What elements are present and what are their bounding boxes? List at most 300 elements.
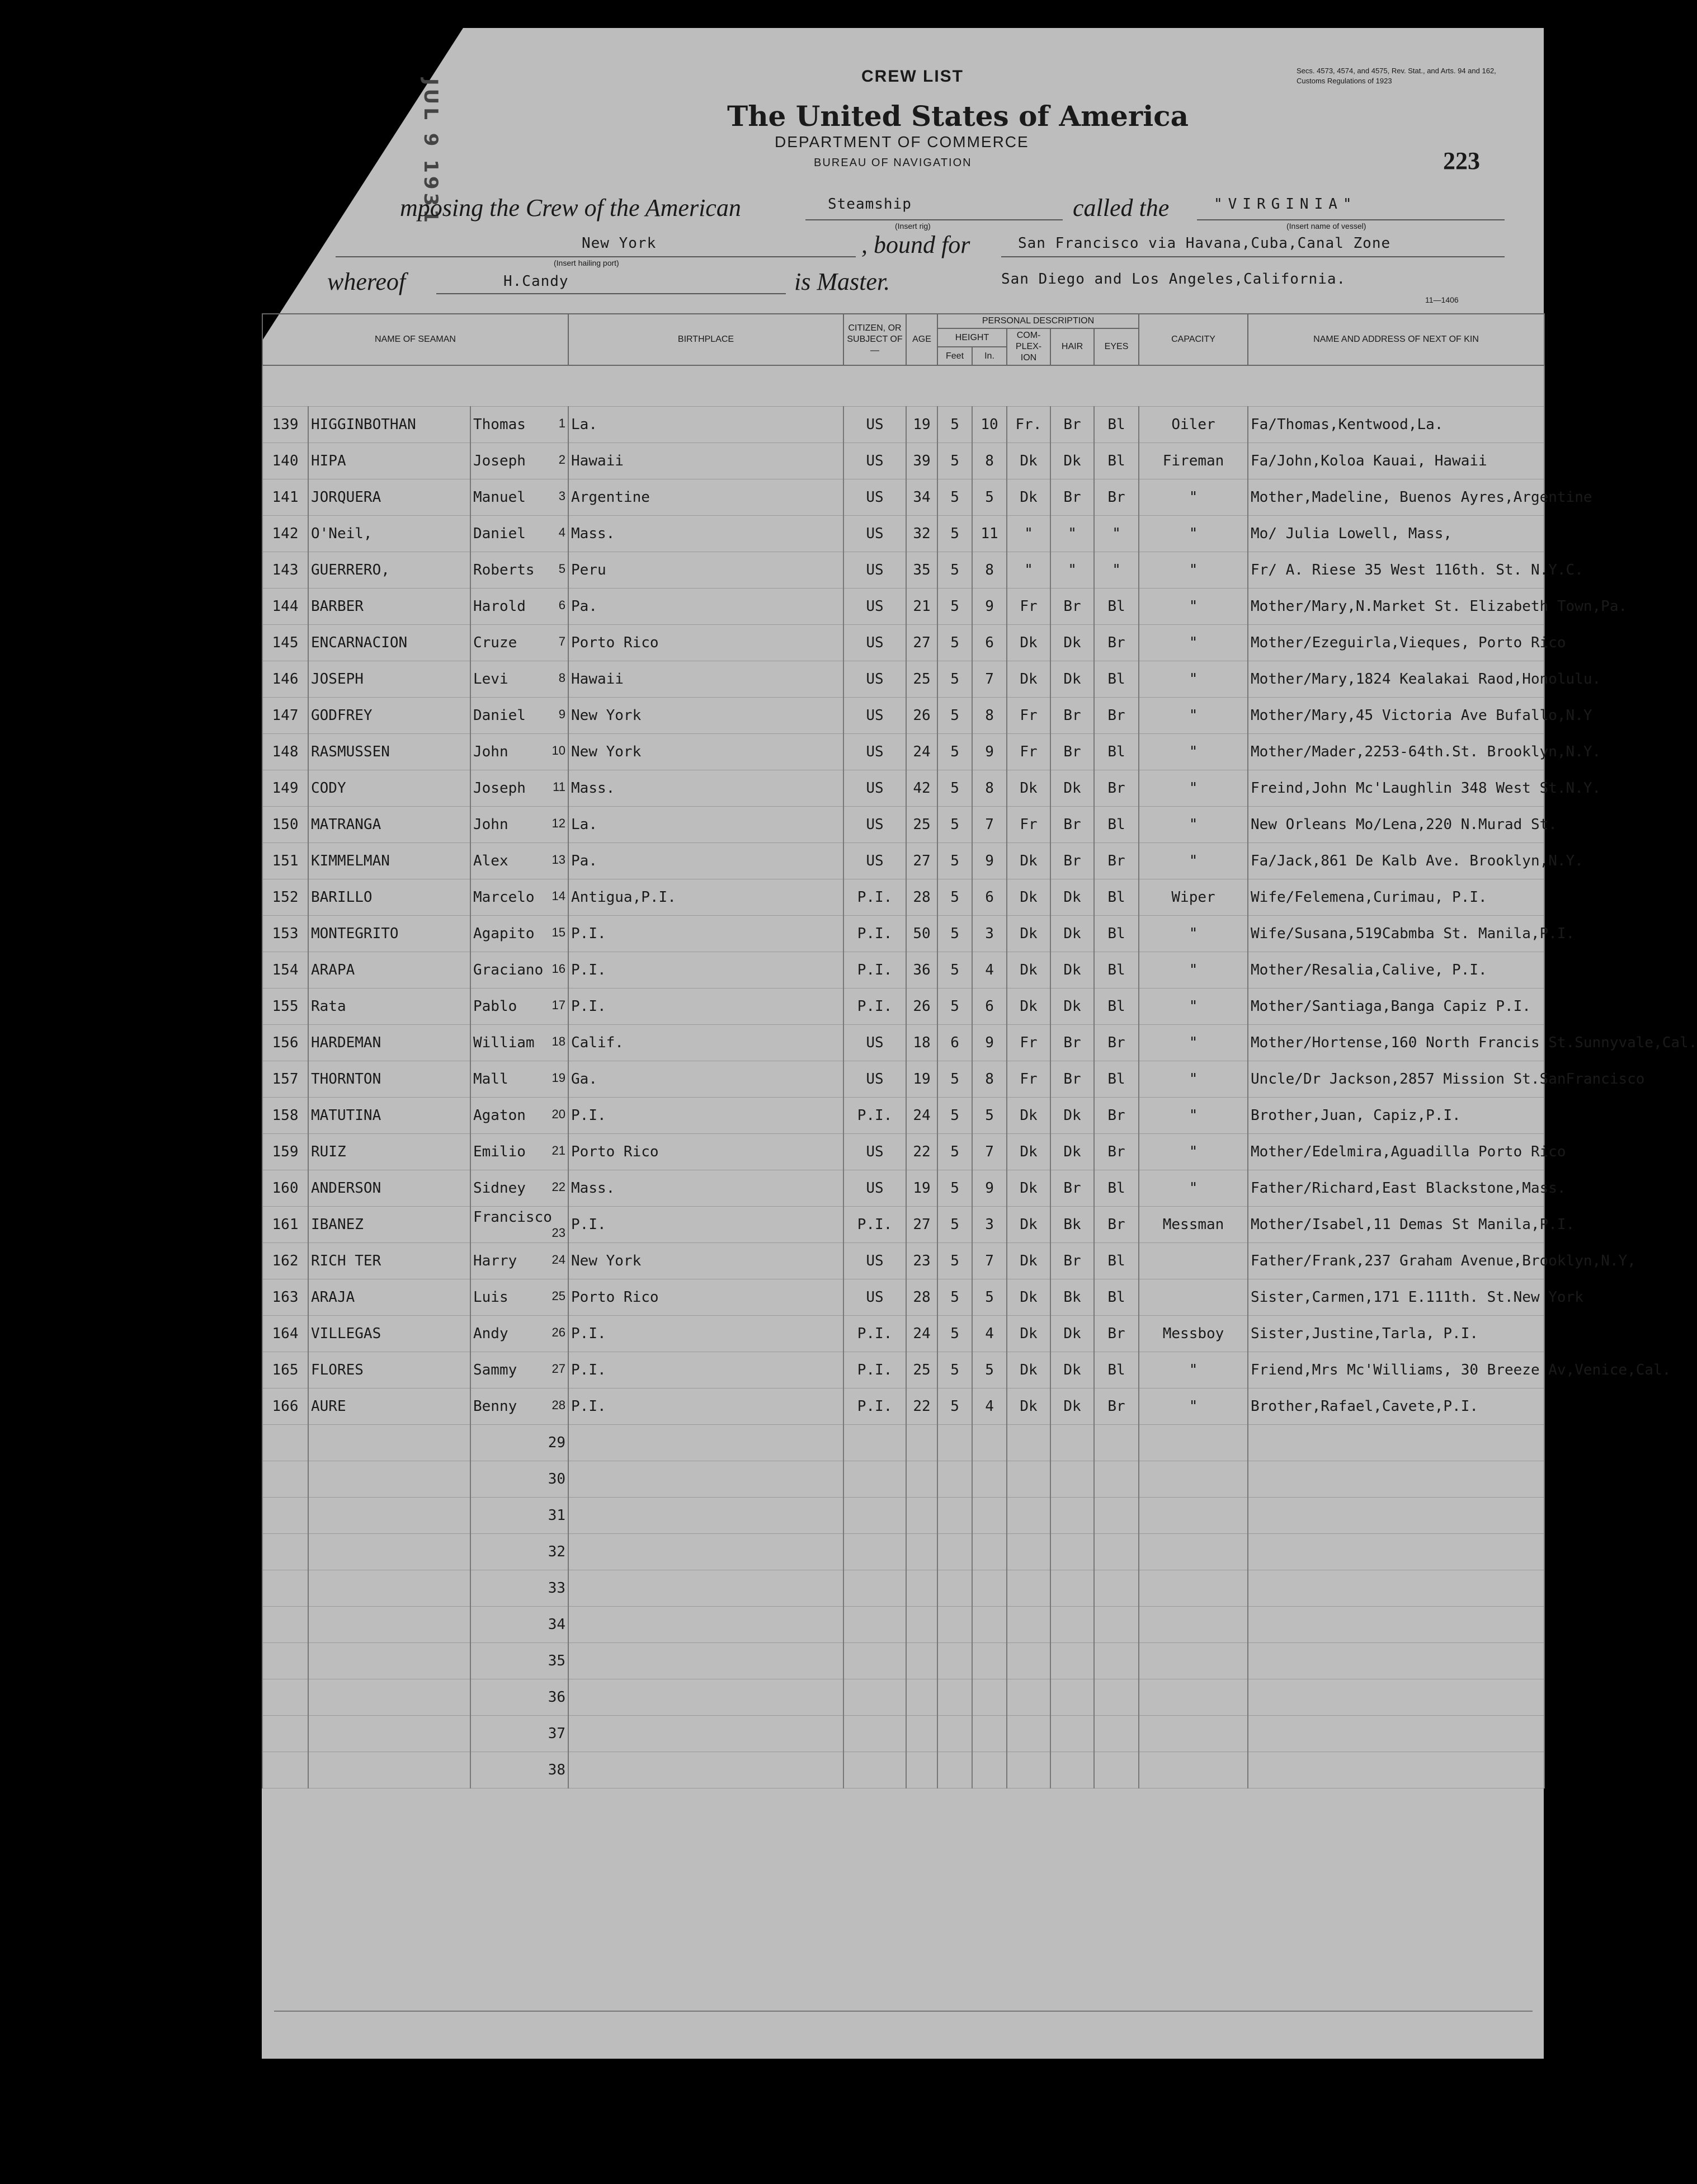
cell-age: 19 — [906, 1061, 937, 1098]
line-number: 14 — [551, 889, 566, 903]
cell-surname: MONTEGRITO — [308, 916, 470, 952]
table-row — [262, 1243, 1544, 1279]
cell-birth: La. — [568, 807, 843, 843]
cell-num: 144 — [262, 589, 308, 625]
cell-kin: Brother,Juan, Capiz,P.I. — [1248, 1098, 1544, 1134]
cell-kin: Mother,Madeline, Buenos Ayres,Argentine — [1248, 479, 1544, 516]
cell-cit: US — [843, 443, 906, 479]
cell-in: 9 — [972, 1170, 1007, 1207]
cell-ft: 5 — [937, 807, 972, 843]
cell-birth: Porto Rico — [568, 1134, 843, 1170]
blank-row — [262, 1534, 1544, 1570]
cell-eyes: Bl — [1094, 443, 1139, 479]
cell-num: 161 — [262, 1207, 308, 1243]
cell-birth: Hawaii — [568, 443, 843, 479]
cell-hair: Dk — [1050, 989, 1094, 1025]
table-row — [262, 407, 1544, 443]
cell-hair: Dk — [1050, 1388, 1094, 1425]
cell-in: 4 — [972, 1388, 1007, 1425]
cell-eyes: Br — [1094, 843, 1139, 879]
cell-kin: Mother/Mary,1824 Kealakai Raod,Honolulu. — [1248, 661, 1544, 698]
cell-hair: Dk — [1050, 1352, 1094, 1388]
cell-ft: 5 — [937, 1279, 972, 1316]
cell-surname: GODFREY — [308, 698, 470, 734]
table-row — [262, 1207, 1544, 1243]
cell-ft: 5 — [937, 843, 972, 879]
cell-kin: Mother/Edelmira,Aguadilla Porto Rico — [1248, 1134, 1544, 1170]
cell-in: 6 — [972, 989, 1007, 1025]
statutes-note: Secs. 4573, 4574, and 4575, Rev. Stat., and Arts. 94 and 162, Customs Regulations of 1923 — [1297, 67, 1496, 85]
cell-given: Agapito 15 — [470, 916, 568, 952]
cell-cap: " — [1139, 952, 1248, 989]
line-number: 3 — [558, 489, 566, 503]
cell-in: 10 — [972, 407, 1007, 443]
cell-kin: Mother/Hortense,160 North Francis St.Sunnyvale,Cal. — [1248, 1025, 1544, 1061]
cell-surname: ARAJA — [308, 1279, 470, 1316]
cell-cit: US — [843, 1170, 906, 1207]
cell-eyes: Bl — [1094, 916, 1139, 952]
cell-ft: 6 — [937, 1025, 972, 1061]
cell-eyes: Br — [1094, 625, 1139, 661]
cell-given: Andy 26 — [470, 1316, 568, 1352]
cell-kin: Mother/Mary,N.Market St. Elizabeth Town,Pa. — [1248, 589, 1544, 625]
cell-ft: 5 — [937, 552, 972, 589]
cell-given: Alex 13 — [470, 843, 568, 879]
cell-cit: US — [843, 698, 906, 734]
cell-hair: Bk — [1050, 1207, 1094, 1243]
blank-row — [262, 1752, 1544, 1788]
cell-age: 27 — [906, 625, 937, 661]
cell-cap — [1139, 1279, 1248, 1316]
line-number: 2 — [558, 453, 566, 467]
cell-given: Luis 25 — [470, 1279, 568, 1316]
cell-in: 8 — [972, 552, 1007, 589]
cell-given: Pablo 17 — [470, 989, 568, 1025]
cell-in: 4 — [972, 1316, 1007, 1352]
cell-cit: US — [843, 1061, 906, 1098]
cell-age: 22 — [906, 1388, 937, 1425]
cell-eyes: " — [1094, 552, 1139, 589]
cell-cap: Messboy — [1139, 1316, 1248, 1352]
cell-eyes: Bl — [1094, 589, 1139, 625]
line-number: 15 — [551, 925, 566, 939]
line-number: 18 — [551, 1034, 566, 1048]
cell-kin: Sister,Carmen,171 E.111th. St.New York — [1248, 1279, 1544, 1316]
cell-comp: Dk — [1007, 661, 1050, 698]
cell-given: Roberts 5 — [470, 552, 568, 589]
cell-surname: ANDERSON — [308, 1170, 470, 1207]
cell-given: Marcelo 14 — [470, 879, 568, 916]
cell-ft: 5 — [937, 916, 972, 952]
cell-cap: " — [1139, 589, 1248, 625]
called-the-label: called the — [1073, 194, 1170, 222]
vessel-name: "VIRGINIA" — [1214, 196, 1357, 213]
cell-comp: Dk — [1007, 1316, 1050, 1352]
cell-comp: Fr — [1007, 807, 1050, 843]
table-row — [262, 1025, 1544, 1061]
cell-comp: Dk — [1007, 770, 1050, 807]
line-number: 27 — [551, 1362, 566, 1376]
cell-ft: 5 — [937, 770, 972, 807]
line-number: 17 — [551, 998, 566, 1012]
cell-cap: Messman — [1139, 1207, 1248, 1243]
cell-ft: 5 — [937, 625, 972, 661]
age-column-header: AGE — [906, 314, 937, 365]
cell-in: 5 — [972, 1098, 1007, 1134]
cell-given: Manuel 3 — [470, 479, 568, 516]
cell-birth: Mass. — [568, 516, 843, 552]
cell-given: Joseph 11 — [470, 770, 568, 807]
crew-table — [262, 313, 1697, 1788]
cell-hair: Br — [1050, 698, 1094, 734]
cell-kin: Fa/Thomas,Kentwood,La. — [1248, 407, 1544, 443]
birthplace-column-header: BIRTHPLACE — [568, 314, 843, 365]
cell-given: Francisco 23 — [470, 1207, 568, 1243]
cell-cit: US — [843, 589, 906, 625]
table-row — [262, 916, 1544, 952]
cell-ft: 5 — [937, 516, 972, 552]
cell-comp: Dk — [1007, 843, 1050, 879]
cell-cit: P.I. — [843, 989, 906, 1025]
cell-age: 27 — [906, 1207, 937, 1243]
line-number: 20 — [551, 1107, 566, 1121]
blank-row — [262, 1570, 1544, 1607]
line-number: 19 — [551, 1071, 566, 1085]
cell-hair: Br — [1050, 1025, 1094, 1061]
cell-age: 28 — [906, 1279, 937, 1316]
cell-surname: KIMMELMAN — [308, 843, 470, 879]
cell-cit: US — [843, 407, 906, 443]
destination-line-2: San Diego and Los Angeles,California. — [1001, 271, 1346, 288]
line-number: 25 — [551, 1289, 566, 1303]
line-number: 1 — [558, 416, 566, 430]
cell-surname: ARAPA — [308, 952, 470, 989]
table-row — [262, 770, 1544, 807]
cell-cit: P.I. — [843, 1352, 906, 1388]
cell-hair: Dk — [1050, 661, 1094, 698]
cell-cap: " — [1139, 1170, 1248, 1207]
cell-comp: Dk — [1007, 1243, 1050, 1279]
line-number: 13 — [551, 853, 566, 867]
cell-cit: US — [843, 770, 906, 807]
table-row — [262, 1170, 1544, 1207]
cell-age: 42 — [906, 770, 937, 807]
cell-comp: Fr — [1007, 1025, 1050, 1061]
cell-cit: US — [843, 1025, 906, 1061]
cell-birth: Mass. — [568, 770, 843, 807]
cell-hair: Br — [1050, 1170, 1094, 1207]
citizen-column-header: CITIZEN, OR SUBJECT OF— — [843, 314, 906, 365]
cell-ft: 5 — [937, 1352, 972, 1388]
cell-comp: Dk — [1007, 989, 1050, 1025]
cell-hair: Br — [1050, 734, 1094, 770]
capacity-column-header: CAPACITY — [1139, 314, 1248, 365]
cell-kin: Fa/John,Koloa Kauai, Hawaii — [1248, 443, 1544, 479]
cell-cit: P.I. — [843, 1098, 906, 1134]
table-row — [262, 807, 1544, 843]
cell-birth: P.I. — [568, 1207, 843, 1243]
cell-surname: THORNTON — [308, 1061, 470, 1098]
cell-birth: P.I. — [568, 916, 843, 952]
page-number: 223 — [1443, 147, 1480, 175]
cell-in: 3 — [972, 1207, 1007, 1243]
cell-cit: US — [843, 734, 906, 770]
page-bottom-rule — [274, 2011, 1533, 2012]
cell-birth: Ga. — [568, 1061, 843, 1098]
cell-given: Joseph 2 — [470, 443, 568, 479]
cell-surname: VILLEGAS — [308, 1316, 470, 1352]
line-number: 12 — [551, 816, 566, 830]
blank-row — [262, 1461, 1544, 1498]
cell-cit: P.I. — [843, 879, 906, 916]
table-row — [262, 1098, 1544, 1134]
cell-cit: US — [843, 479, 906, 516]
cell-in: 5 — [972, 1352, 1007, 1388]
cell-eyes: Bl — [1094, 1352, 1139, 1388]
cell-birth: P.I. — [568, 1316, 843, 1352]
cell-ft: 5 — [937, 479, 972, 516]
cell-hair: Dk — [1050, 952, 1094, 989]
cell-cap: " — [1139, 1134, 1248, 1170]
line-number: 7 — [558, 634, 566, 648]
cell-kin: Mother/Resalia,Calive, P.I. — [1248, 952, 1544, 989]
cell-num: 154 — [262, 952, 308, 989]
cell-birth: Pa. — [568, 589, 843, 625]
cell-hair: Dk — [1050, 625, 1094, 661]
cell-ft: 5 — [937, 589, 972, 625]
cell-hair: Br — [1050, 1243, 1094, 1279]
cell-cap: Fireman — [1139, 443, 1248, 479]
cell-eyes: Bl — [1094, 661, 1139, 698]
cell-cit: US — [843, 516, 906, 552]
cell-eyes: Bl — [1094, 989, 1139, 1025]
inches-header: In. — [972, 347, 1007, 365]
cell-kin: Mother/Ezeguirla,Vieques, Porto Rico — [1248, 625, 1544, 661]
table-row — [262, 989, 1544, 1025]
country-heading: The United States of America — [727, 100, 1189, 133]
bound-for-label: , bound for — [861, 231, 970, 258]
cell-hair: " — [1050, 516, 1094, 552]
cell-hair: " — [1050, 552, 1094, 589]
table-row — [262, 1134, 1544, 1170]
cell-age: 25 — [906, 1352, 937, 1388]
cell-age: 21 — [906, 589, 937, 625]
cell-surname: CODY — [308, 770, 470, 807]
cell-kin: Mo/ Julia Lowell, Mass, — [1248, 516, 1544, 552]
cell-comp: Dk — [1007, 1207, 1050, 1243]
cell-age: 23 — [906, 1243, 937, 1279]
cell-num: 160 — [262, 1170, 308, 1207]
cell-num: 151 — [262, 843, 308, 879]
cell-comp: Dk — [1007, 952, 1050, 989]
cell-given: William 18 — [470, 1025, 568, 1061]
complexion-header: COM-PLEX-ION — [1007, 328, 1050, 365]
cell-in: 8 — [972, 698, 1007, 734]
crew-of-american-label: mposing the Crew of the American — [400, 194, 741, 222]
cell-in: 4 — [972, 952, 1007, 989]
cell-eyes: Bl — [1094, 1243, 1139, 1279]
cell-comp: Dk — [1007, 479, 1050, 516]
feet-header: Feet — [937, 347, 972, 365]
cell-comp: Dk — [1007, 1352, 1050, 1388]
table-row — [262, 589, 1544, 625]
blank-row — [262, 1679, 1544, 1716]
cell-birth: Argentine — [568, 479, 843, 516]
cell-eyes: Br — [1094, 479, 1139, 516]
cell-surname: FLORES — [308, 1352, 470, 1388]
cell-num: 142 — [262, 516, 308, 552]
cell-eyes: Br — [1094, 1388, 1139, 1425]
cell-num: 152 — [262, 879, 308, 916]
line-number: 35 — [470, 1643, 568, 1679]
cell-eyes: Br — [1094, 1025, 1139, 1061]
cell-hair: Dk — [1050, 1316, 1094, 1352]
cell-num: 143 — [262, 552, 308, 589]
cell-cap: " — [1139, 698, 1248, 734]
cell-given: Benny 28 — [470, 1388, 568, 1425]
cell-ft: 5 — [937, 443, 972, 479]
table-row — [262, 1061, 1544, 1098]
destination-line-1: San Francisco via Havana,Cuba,Canal Zone — [1018, 235, 1391, 252]
cell-num: 149 — [262, 770, 308, 807]
cell-age: 50 — [906, 916, 937, 952]
cell-hair: Dk — [1050, 879, 1094, 916]
cell-ft: 5 — [937, 1061, 972, 1098]
cell-hair: Dk — [1050, 1098, 1094, 1134]
hailing-port-caption: (Insert hailing port) — [554, 258, 619, 267]
master-name: H.Candy — [503, 273, 569, 290]
cell-cit: P.I. — [843, 1316, 906, 1352]
line-number: 30 — [470, 1461, 568, 1498]
cell-cit: US — [843, 1279, 906, 1316]
cell-birth: Peru — [568, 552, 843, 589]
form-title: CREW LIST — [861, 67, 964, 86]
cell-hair: Br — [1050, 807, 1094, 843]
blank-row — [262, 1643, 1544, 1679]
cell-num: 165 — [262, 1352, 308, 1388]
cell-surname: AURE — [308, 1388, 470, 1425]
department-heading: DEPARTMENT OF COMMERCE — [775, 133, 1029, 150]
cell-num: 157 — [262, 1061, 308, 1098]
line-number: 34 — [470, 1607, 568, 1643]
line-number: 31 — [470, 1498, 568, 1534]
cell-birth: P.I. — [568, 1352, 843, 1388]
cell-comp: " — [1007, 516, 1050, 552]
cell-cap: " — [1139, 843, 1248, 879]
hailing-port-value: New York — [582, 235, 657, 252]
cell-birth: New York — [568, 698, 843, 734]
cell-given: Thomas 1 — [470, 407, 568, 443]
cell-ft: 5 — [937, 1134, 972, 1170]
cell-cap: " — [1139, 1025, 1248, 1061]
cell-surname: HIPA — [308, 443, 470, 479]
cell-given: Cruze 7 — [470, 625, 568, 661]
cell-given: Levi 8 — [470, 661, 568, 698]
cell-cit: P.I. — [843, 1388, 906, 1425]
cell-ft: 5 — [937, 1170, 972, 1207]
line-number: 22 — [551, 1180, 566, 1194]
cell-kin: Mother/Mary,45 Victoria Ave Bufallo,N.Y — [1248, 698, 1544, 734]
cell-ft: 5 — [937, 879, 972, 916]
cell-num: 156 — [262, 1025, 308, 1061]
vessel-caption: (Insert name of vessel) — [1286, 222, 1366, 230]
is-master-label: is Master. — [794, 268, 890, 295]
cell-cap: " — [1139, 1388, 1248, 1425]
cell-kin: Wife/Felemena,Curimau, P.I. — [1248, 879, 1544, 916]
cell-ft: 5 — [937, 1207, 972, 1243]
cell-given: Harry 24 — [470, 1243, 568, 1279]
cell-cit: US — [843, 1243, 906, 1279]
cell-ft: 5 — [937, 952, 972, 989]
cell-given: Sammy 27 — [470, 1352, 568, 1388]
cell-hair: Br — [1050, 479, 1094, 516]
rig-caption: (Insert rig) — [895, 222, 931, 230]
cell-kin: Fa/Jack,861 De Kalb Ave. Brooklyn,N.Y. — [1248, 843, 1544, 879]
cell-cap: " — [1139, 989, 1248, 1025]
cell-surname: Rata — [308, 989, 470, 1025]
name-column-header: NAME OF SEAMAN — [262, 314, 568, 365]
cell-comp: Fr — [1007, 734, 1050, 770]
cell-ft: 5 — [937, 1243, 972, 1279]
cell-ft: 5 — [937, 734, 972, 770]
cell-eyes: Bl — [1094, 1061, 1139, 1098]
cell-kin: Freind,John Mc'Laughlin 348 West St.N.Y. — [1248, 770, 1544, 807]
cell-comp: Fr — [1007, 698, 1050, 734]
table-row — [262, 443, 1544, 479]
cell-age: 25 — [906, 661, 937, 698]
cell-num: 141 — [262, 479, 308, 516]
line-number: 9 — [558, 707, 566, 721]
cell-comp: Dk — [1007, 879, 1050, 916]
cell-cap: " — [1139, 479, 1248, 516]
line-number: 8 — [558, 671, 566, 685]
cell-age: 32 — [906, 516, 937, 552]
cell-kin: Father/Richard,East Blackstone,Mass. — [1248, 1170, 1544, 1207]
cell-age: 19 — [906, 407, 937, 443]
cell-surname: MATRANGA — [308, 807, 470, 843]
cell-ft: 5 — [937, 698, 972, 734]
line-number: 23 — [551, 1226, 566, 1240]
cell-in: 8 — [972, 770, 1007, 807]
table-row — [262, 661, 1544, 698]
cell-given: Mall 19 — [470, 1061, 568, 1098]
cell-kin: Father/Frank,237 Graham Avenue,Brooklyn,N.Y, — [1248, 1243, 1544, 1279]
cell-cap: " — [1139, 661, 1248, 698]
cell-age: 34 — [906, 479, 937, 516]
line-number: 16 — [551, 962, 566, 976]
line-number: 11 — [553, 780, 566, 794]
cell-eyes: Bl — [1094, 734, 1139, 770]
cell-num: 140 — [262, 443, 308, 479]
cell-eyes: Br — [1094, 1316, 1139, 1352]
cell-surname: GUERRERO, — [308, 552, 470, 589]
cell-comp: Dk — [1007, 1279, 1050, 1316]
cell-in: 8 — [972, 443, 1007, 479]
table-row — [262, 1352, 1544, 1388]
blank-row — [262, 1607, 1544, 1643]
cell-cap: " — [1139, 1061, 1248, 1098]
cell-in: 7 — [972, 1243, 1007, 1279]
cell-kin: Fr/ A. Riese 35 West 116th. St. N.Y.C. — [1248, 552, 1544, 589]
cell-birth: Calif. — [568, 1025, 843, 1061]
line-number: 36 — [470, 1679, 568, 1716]
hair-header: HAIR — [1050, 328, 1094, 365]
table-row — [262, 843, 1544, 879]
cell-comp: Dk — [1007, 1170, 1050, 1207]
line-number: 4 — [558, 525, 566, 539]
cell-eyes: Bl — [1094, 1170, 1139, 1207]
table-row — [262, 1316, 1544, 1352]
